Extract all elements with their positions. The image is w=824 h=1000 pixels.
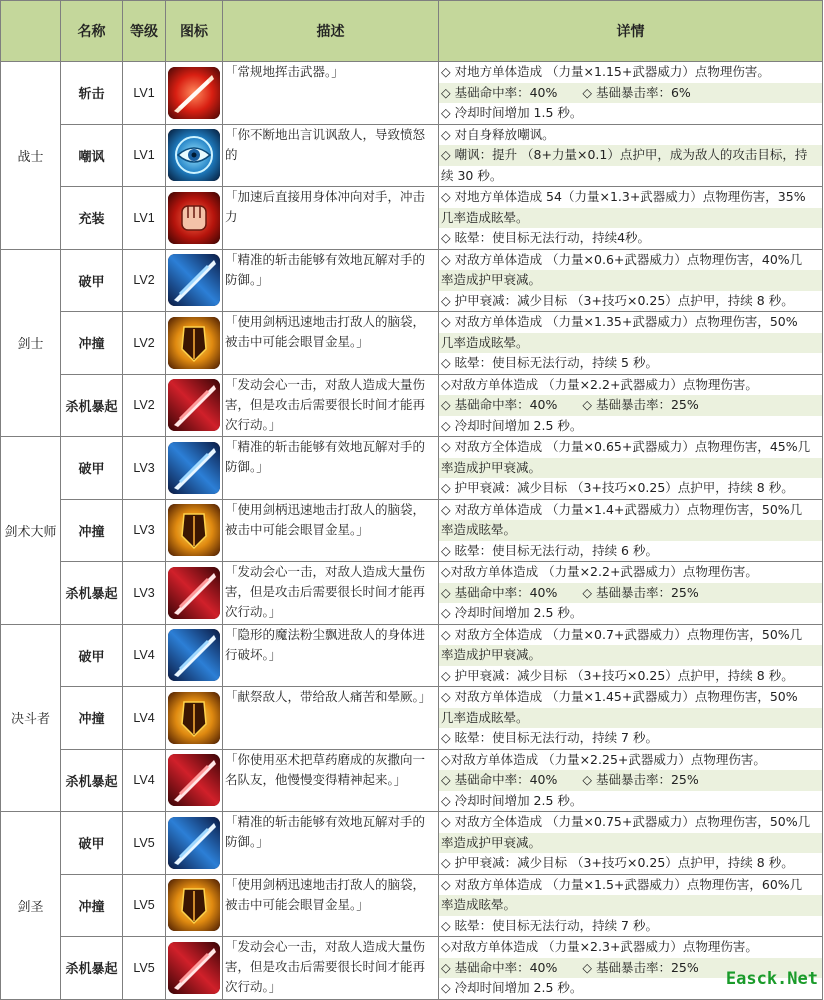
skill-description-cell	[223, 874, 439, 937]
skill-name: 破甲	[61, 249, 123, 312]
skill-level: LV3	[123, 437, 166, 500]
skill-description-cell	[223, 812, 439, 875]
skill-description: 「加速后直接用身体冲向对手，冲击力	[225, 189, 426, 224]
table-row	[1, 499, 823, 562]
detail-line: ◇ 基础命中率：40% ◇ 基础暴击率：25%	[439, 770, 822, 791]
skill-level: LV1	[123, 187, 166, 250]
detail-line: ◇ 对敌方单体造成 （力量×0.6+武器威力）点物理伤害，40%几	[441, 251, 803, 267]
skill-description: 「使用剑柄迅速地击打敌人的脑袋，被击中可能会眼冒金星。」	[225, 876, 426, 912]
skill-details	[439, 312, 823, 375]
detail-line: ◇ 基础命中率：40% ◇ 基础暴击率：25%	[439, 395, 822, 416]
eye-icon	[168, 129, 220, 181]
red-slash-icon	[168, 754, 220, 806]
detail-line: ◇ 冷却时间增加 1.5 秒。	[441, 105, 583, 120]
shield-icon	[168, 879, 220, 931]
skill-icon-cell	[166, 874, 223, 937]
skill-name: 斩击	[61, 62, 123, 125]
skill-name: 杀机暴起	[61, 374, 123, 437]
red-slash-icon	[168, 379, 220, 431]
table-row	[1, 874, 823, 937]
skill-description-cell	[223, 62, 439, 125]
blue-slash-icon	[168, 254, 220, 306]
skill-description-cell	[223, 249, 439, 312]
skill-description: 「你不断地出言讥讽敌人，导致愤怒的	[225, 126, 426, 162]
skill-description: 「你使用巫术把草药磨成的灰撒向一名队友，他慢慢变得精神起来。」	[225, 751, 426, 787]
detail-line: 几率造成眩晕。	[439, 708, 822, 729]
detail-line: 几率造成眩晕。	[439, 333, 822, 354]
class-name: 剑圣	[1, 812, 61, 1000]
shield-icon	[168, 692, 220, 744]
detail-line: ◇ 对敌方单体造成 （力量×1.45+武器威力）点物理伤害，50%	[441, 689, 798, 704]
skill-level: LV2	[123, 312, 166, 375]
skill-name: 杀机暴起	[61, 749, 123, 812]
skill-icon-cell	[166, 937, 223, 1000]
detail-line: 率造成护甲衰减。	[439, 270, 822, 291]
detail-line: ◇ 眩晕：使目标无法行动，持续 6 秒。	[441, 542, 658, 558]
detail-line: ◇ 护甲衰减：减少目标 （3+技巧×0.25）点护甲，持续 8 秒。	[441, 667, 794, 683]
skill-level: LV1	[123, 62, 166, 125]
skill-name: 杀机暴起	[61, 562, 123, 625]
slash-icon	[168, 67, 220, 119]
detail-line: ◇ 对敌方全体造成 （力量×0.7+武器威力）点物理伤害，50%几	[441, 626, 803, 642]
skill-details	[439, 687, 823, 750]
skill-description: 「隐形的魔法粉尘飘进敌人的身体进行破坏。」	[225, 626, 426, 662]
class-name: 决斗者	[1, 624, 61, 812]
skill-description: 「使用剑柄迅速地击打敌人的脑袋，被击中可能会眼冒金星。」	[225, 314, 426, 349]
skill-description-cell	[223, 624, 439, 687]
skill-description: 「精准的斩击能够有效地瓦解对手的防御。」	[225, 439, 426, 474]
table-row	[1, 437, 823, 500]
detail-line: ◇对敌方单体造成 （力量×2.2+武器威力）点物理伤害。	[441, 376, 758, 392]
table-row	[1, 937, 823, 1000]
skill-name: 破甲	[61, 437, 123, 500]
skill-level: LV2	[123, 249, 166, 312]
skill-level: LV4	[123, 749, 166, 812]
detail-line: ◇ 冷却时间增加 2.5 秒。	[441, 792, 583, 808]
detail-line: 续 30 秒。	[441, 167, 503, 183]
skill-level: LV5	[123, 812, 166, 875]
shield-icon	[168, 504, 220, 556]
skill-icon-cell	[166, 749, 223, 812]
header-description: 描述	[223, 1, 439, 62]
table-row	[1, 62, 823, 125]
skill-description: 「常规地挥击武器。」	[225, 64, 344, 79]
skill-icon-cell	[166, 624, 223, 687]
skill-description-cell	[223, 562, 439, 625]
detail-line: ◇ 对敌方单体造成 （力量×1.4+武器威力）点物理伤害，50%几	[441, 501, 803, 517]
skill-description-cell	[223, 124, 439, 187]
table-row	[1, 562, 823, 625]
detail-line: ◇ 护甲衰减：减少目标 （3+技巧×0.25）点护甲，持续 8 秒。	[441, 292, 794, 308]
table-row	[1, 124, 823, 187]
table-row	[1, 249, 823, 312]
skill-name: 破甲	[61, 812, 123, 875]
skill-details	[439, 499, 823, 562]
table-row	[1, 312, 823, 375]
detail-line: ◇ 护甲衰减：减少目标 （3+技巧×0.25）点护甲，持续 8 秒。	[441, 480, 794, 495]
detail-line: ◇对敌方单体造成 （力量×2.25+武器威力）点物理伤害。	[441, 751, 766, 767]
detail-line: 率造成眩晕。	[439, 520, 822, 541]
detail-line: ◇ 冷却时间增加 2.5 秒。	[441, 980, 583, 995]
skill-description: 「精准的斩击能够有效地瓦解对手的防御。」	[225, 814, 426, 849]
table-row	[1, 374, 823, 437]
skill-name: 嘲讽	[61, 124, 123, 187]
blue-slash-icon	[168, 817, 220, 869]
skill-name: 充装	[61, 187, 123, 250]
header-name: 名称	[61, 1, 123, 62]
skill-details	[439, 624, 823, 687]
skill-icon-cell	[166, 562, 223, 625]
header-icon: 图标	[166, 1, 223, 62]
detail-line: ◇ 护甲衰减：减少目标 （3+技巧×0.25）点护甲，持续 8 秒。	[441, 855, 794, 870]
detail-line: 率造成护甲衰减。	[439, 458, 822, 479]
skill-details	[439, 249, 823, 312]
detail-line: ◇ 眩晕：使目标无法行动，持续4秒。	[441, 230, 651, 245]
detail-line: ◇ 基础命中率：40% ◇ 基础暴击率：25%	[439, 583, 822, 604]
skill-icon-cell	[166, 374, 223, 437]
detail-line: ◇对敌方单体造成 （力量×2.2+武器威力）点物理伤害。	[441, 564, 758, 579]
class-name: 剑士	[1, 249, 61, 437]
detail-line: ◇ 对敌方单体造成 （力量×1.35+武器威力）点物理伤害，50%	[441, 314, 798, 329]
skill-details	[439, 62, 823, 125]
table-row	[1, 624, 823, 687]
skill-icon-cell	[166, 249, 223, 312]
table-row	[1, 687, 823, 750]
skill-icon-cell	[166, 437, 223, 500]
table-row	[1, 812, 823, 875]
detail-line: ◇ 对敌方单体造成 （力量×1.5+武器威力）点物理伤害，60%几	[441, 876, 803, 892]
skill-level: LV3	[123, 562, 166, 625]
skill-description-cell	[223, 937, 439, 1000]
fist-icon	[168, 192, 220, 244]
skill-level: LV4	[123, 687, 166, 750]
skill-description: 「发动会心一击，对敌人造成大量伤害，但是攻击后需要很长时间才能再次行动。」	[225, 376, 426, 432]
detail-line: 几率造成眩晕。	[439, 208, 822, 229]
skill-description-cell	[223, 437, 439, 500]
skill-details	[439, 437, 823, 500]
detail-line: ◇ 嘲讽：提升 （8+力量×0.1）点护甲，成为敌人的攻击目标，持	[439, 145, 822, 166]
detail-line: ◇ 冷却时间增加 2.5 秒。	[441, 605, 583, 620]
table-row	[1, 187, 823, 250]
detail-line: ◇ 眩晕：使目标无法行动，持续 7 秒。	[441, 917, 658, 933]
detail-line: ◇ 对敌方全体造成 （力量×0.75+武器威力）点物理伤害，50%几	[441, 814, 811, 829]
shield-icon	[168, 317, 220, 369]
detail-line: ◇ 对地方单体造成 54（力量×1.3+武器威力）点物理伤害，35%	[441, 189, 806, 204]
skill-description-cell	[223, 187, 439, 250]
skill-icon-cell	[166, 62, 223, 125]
skill-level: LV2	[123, 374, 166, 437]
skill-details	[439, 749, 823, 812]
skill-description: 「精准的斩击能够有效地瓦解对手的防御。」	[225, 251, 426, 287]
detail-line: 率造成护甲衰减。	[439, 833, 822, 854]
skill-level: LV3	[123, 499, 166, 562]
header-row	[1, 1, 823, 62]
skill-name: 杀机暴起	[61, 937, 123, 1000]
skill-description-cell	[223, 749, 439, 812]
header-class	[1, 1, 61, 62]
blue-slash-icon	[168, 629, 220, 681]
detail-line: ◇ 基础命中率：40% ◇ 基础暴击率：6%	[439, 83, 822, 104]
red-slash-icon	[168, 942, 220, 994]
detail-line: ◇ 基础命中率：40% ◇ 基础暴击率：25%	[439, 958, 822, 979]
skill-details	[439, 874, 823, 937]
skill-details	[439, 812, 823, 875]
skill-level: LV5	[123, 874, 166, 937]
skill-icon-cell	[166, 687, 223, 750]
detail-line: ◇ 眩晕：使目标无法行动，持续 7 秒。	[441, 730, 658, 745]
skill-level: LV1	[123, 124, 166, 187]
watermark: Easck.Net	[725, 969, 818, 989]
skill-icon-cell	[166, 124, 223, 187]
skill-description: 「发动会心一击，对敌人造成大量伤害，但是攻击后需要很长时间才能再次行动。」	[225, 939, 426, 994]
skill-details	[439, 374, 823, 437]
skill-level: LV4	[123, 624, 166, 687]
skill-description: 「献祭敌人，带给敌人痛苦和晕厥。」	[225, 689, 432, 704]
header-details: 详情	[439, 1, 823, 62]
skill-name: 冲撞	[61, 687, 123, 750]
skill-name: 冲撞	[61, 874, 123, 937]
skill-icon-cell	[166, 187, 223, 250]
detail-line: 率造成护甲衰减。	[439, 645, 822, 666]
skill-level: LV5	[123, 937, 166, 1000]
skill-details	[439, 124, 823, 187]
skill-name: 冲撞	[61, 312, 123, 375]
skill-name: 冲撞	[61, 499, 123, 562]
skill-name: 破甲	[61, 624, 123, 687]
skill-description: 「使用剑柄迅速地击打敌人的脑袋，被击中可能会眼冒金星。」	[225, 501, 426, 537]
skill-icon-cell	[166, 812, 223, 875]
skill-details	[439, 562, 823, 625]
detail-line: ◇ 对敌方全体造成 （力量×0.65+武器威力）点物理伤害，45%几	[441, 439, 811, 454]
detail-line: ◇ 对自身释放嘲讽。	[441, 126, 555, 142]
blue-slash-icon	[168, 442, 220, 494]
skill-description-cell	[223, 499, 439, 562]
skill-icon-cell	[166, 499, 223, 562]
detail-line: ◇ 冷却时间增加 2.5 秒。	[441, 417, 583, 433]
table-row	[1, 749, 823, 812]
skill-details	[439, 937, 823, 1000]
skill-description-cell	[223, 374, 439, 437]
detail-line: ◇ 眩晕：使目标无法行动，持续 5 秒。	[441, 355, 658, 370]
skill-description: 「发动会心一击，对敌人造成大量伤害，但是攻击后需要很长时间才能再次行动。」	[225, 564, 426, 619]
detail-line: ◇ 对地方单体造成 （力量×1.15+武器威力）点物理伤害。	[441, 64, 770, 79]
skill-description-cell	[223, 687, 439, 750]
skill-details	[439, 187, 823, 250]
red-slash-icon	[168, 567, 220, 619]
skill-icon-cell	[166, 312, 223, 375]
header-level: 等级	[123, 1, 166, 62]
class-name: 战士	[1, 62, 61, 250]
skill-description-cell	[223, 312, 439, 375]
detail-line: ◇对敌方单体造成 （力量×2.3+武器威力）点物理伤害。	[441, 939, 758, 954]
class-name: 剑术大师	[1, 437, 61, 625]
detail-line: 率造成眩晕。	[439, 895, 822, 916]
